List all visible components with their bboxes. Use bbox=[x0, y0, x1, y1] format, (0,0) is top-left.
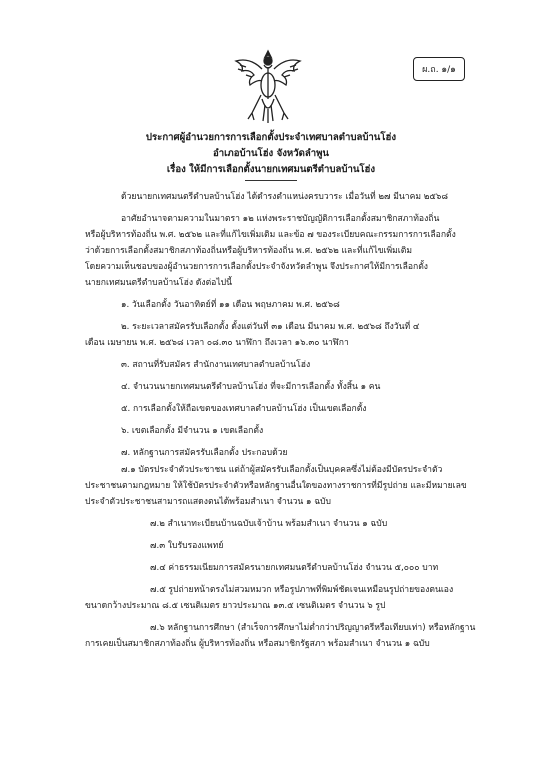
doc-photo-cont: ขนาดกว้างประมาณ ๘.๕ เซนติเมตร ยาวประมาณ ๑๓.๕ เซนติเมตร จำนวน ๖ รูป bbox=[85, 601, 386, 611]
doc-application-fee: ๗.๔ ค่าธรรมเนียมการสมัครนายกเทศมนตรีตำบลบ้านโฮ่ง จำนวน ๕,๐๐๐ บาท bbox=[150, 563, 439, 573]
doc-id-card: ๗.๑ บัตรประจำตัวประชาชน แต่ถ้าผู้สมัครรับเลือกตั้งเป็นบุคคลซึ่งไม่ต้องมีบัตรประจำตัว bbox=[121, 465, 443, 475]
announcement-title: ประกาศผู้อำนวยการการเลือกตั้งประจำเทศบาลตำบลบ้านโฮ่ง bbox=[145, 132, 397, 143]
intro-text: ด้วยนายกเทศมนตรีตำบลบ้านโฮ่ง ได้ดำรงตำแหน่งครบวาระ เมื่อวันที่ ๒๗ มีนาคม ๒๕๖๘ bbox=[121, 192, 448, 202]
item-registration-period-cont: เดือน เมษายน พ.ศ. ๒๕๖๘ เวลา ๐๘.๓๐ นาฬิกา ถึงเวลา ๑๖.๓๐ นาฬิกา bbox=[85, 338, 349, 348]
para1-line: อาศัยอำนาจตามความในมาตรา ๑๒ แห่งพระราชบัญญัติการเลือกตั้งสมาชิกสภาท้องถิ่น bbox=[121, 214, 440, 224]
item-registration-period: ๒. ระยะเวลาสมัครรับเลือกตั้ง ตั้งแต่วันที่ ๓๑ เดือน มีนาคม พ.ศ. ๒๕๖๘ ถึงวันที่ ๔ bbox=[121, 322, 420, 332]
para1-line: ว่าด้วยการเลือกตั้งสมาชิกสภาท้องถิ่นหรือผู้บริหารท้องถิ่น พ.ศ. ๒๕๖๒ และที่แก้ไขเพิ่มเติม bbox=[85, 246, 412, 256]
doc-id-card-cont: ประชาชนตามกฎหมาย ให้ใช้บัตรประจำตัวหรือหลักฐานอื่นใดของทางราชการที่มีรูปถ่าย และมีหมายเลข bbox=[85, 481, 467, 491]
item-district-count: ๖. เขตเลือกตั้ง มีจำนวน ๑ เขตเลือกตั้ง bbox=[121, 426, 264, 436]
doc-education-cont: การเคยเป็นสมาชิกสภาท้องถิ่น ผู้บริหารท้องถิ่น หรือสมาชิกรัฐสภา พร้อมสำเนา จำนวน ๑ ฉบับ bbox=[85, 639, 430, 649]
para1-line: หรือผู้บริหารท้องถิ่น พ.ศ. ๒๕๖๒ และที่แก้ไขเพิ่มเติม และข้อ ๗ ของระเบียบคณะกรรมการการเลือกตั้ง bbox=[85, 230, 456, 240]
doc-id-card-cont: ประจำตัวประชาชนสามารถแสดงตนได้พร้อมสำเนา จำนวน ๑ ฉบับ bbox=[85, 497, 331, 507]
doc-house-registration: ๗.๒ สำเนาทะเบียนบ้านฉบับเจ้าบ้าน พร้อมสำเนา จำนวน ๑ ฉบับ bbox=[150, 519, 388, 529]
item-required-documents: ๗. หลักฐานการสมัครรับเลือกตั้ง ประกอบด้วย bbox=[121, 448, 288, 458]
para1-line: โดยความเห็นชอบของผู้อำนวยการการเลือกตั้งประจำจังหวัดลำพูน จึงประกาศให้มีการเลือกตั้ง bbox=[85, 262, 428, 272]
announcement-subject: เรื่อง ให้มีการเลือกตั้งนายกเทศมนตรีตำบลบ้านโฮ่ง bbox=[166, 164, 376, 175]
doc-medical-certificate: ๗.๓ ใบรับรองแพทย์ bbox=[150, 541, 224, 551]
district-province: อำเภอบ้านโฮ่ง จังหวัดลำพูน bbox=[213, 148, 329, 159]
garuda-emblem bbox=[232, 47, 304, 125]
item-registration-place: ๓. สถานที่รับสมัคร สำนักงานเทศบาลตำบลบ้านโฮ่ง bbox=[121, 360, 311, 370]
header-divider bbox=[245, 180, 297, 181]
item-election-area: ๕. การเลือกตั้งให้ถือเขตของเทศบาลตำบลบ้านโฮ่ง เป็นเขตเลือกตั้ง bbox=[121, 404, 367, 414]
para1-line: นายกเทศมนตรีตำบลบ้านโฮ่ง ดังต่อไปนี้ bbox=[85, 278, 232, 288]
doc-photo: ๗.๕ รูปถ่ายหน้าตรงไม่สวมหมวก หรือรูปภาพที่พิมพ์ชัดเจนเหมือนรูปถ่ายของตนเอง bbox=[150, 585, 454, 595]
form-code-box bbox=[413, 57, 465, 81]
form-code: ผ.ถ. ๑/๑ bbox=[422, 65, 456, 75]
item-election-date: ๑. วันเลือกตั้ง วันอาทิตย์ที่ ๑๑ เดือน พฤษภาคม พ.ศ. ๒๕๖๘ bbox=[121, 300, 340, 310]
doc-education: ๗.๖ หลักฐานการศึกษา (สำเร็จการศึกษาไม่ต่ำกว่าปริญญาตรีหรือเทียบเท่า) หรือหลักฐาน bbox=[150, 623, 476, 633]
item-candidate-count: ๔. จำนวนนายกเทศมนตรีตำบลบ้านโฮ่ง ที่จะมีการเลือกตั้ง ทั้งสิ้น ๑ คน bbox=[121, 382, 381, 392]
